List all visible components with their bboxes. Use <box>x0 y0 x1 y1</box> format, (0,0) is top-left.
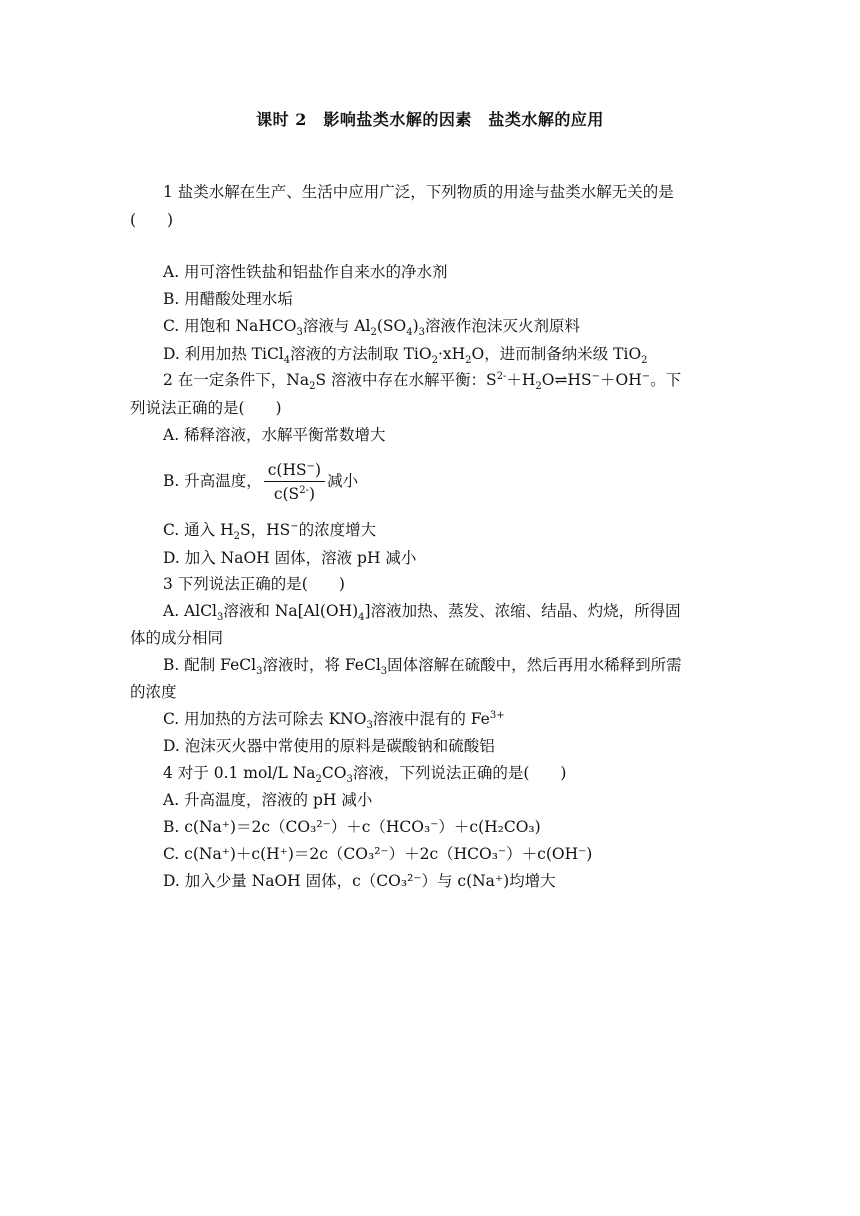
q4-option-b: B. c(Na⁺)＝2c（CO₃²⁻）＋c（HCO₃⁻）＋c(H₂CO₃) <box>163 818 541 836</box>
q2-option-a: A. 稀释溶液，水解平衡常数增大 <box>163 426 386 444</box>
fraction: $\frac{c(HS^-)}{c(S^{2-})}$ <box>264 460 325 504</box>
q2-stem: 2 在一定条件下，$Na_2S$ 溶液中存在水解平衡：$S^{2-}+H_2O\rightleftharpoons HS^-+OH^-$。下 <box>163 370 682 393</box>
q2-option-d: D. 加入 NaOH 固体，溶液 pH 减小 <box>163 549 417 567</box>
q3-option-b: B. 配制 FeCl$_3$溶液时，将 FeCl$_3$固体溶解在硫酸中，然后再用水稀释到所需 <box>163 656 682 678</box>
q1-option-b: B. 用醋酸处理水垢 <box>163 290 293 308</box>
q3-option-d: D. 泡沫灭火器中常使用的原料是碳酸钠和硫酸铝 <box>163 737 495 755</box>
q3-stem: 3 下列说法正确的是( ) <box>163 575 345 593</box>
q4-option-d: D. 加入少量 NaOH 固体，c（CO₃²⁻）与 c(Na⁺)均增大 <box>163 872 556 890</box>
q4-stem: 4 对于 0.1 mol/L $Na_2CO_3$溶液，下列说法正确的是( ) <box>163 764 567 786</box>
q2-option-b: B. 升高温度， $\frac{c(HS^-)}{c(S^{2-})}$ 减小 <box>163 460 359 503</box>
q1-stem: 1 盐类水解在生产、生活中应用广泛，下列物质的用途与盐类水解无关的是 <box>163 183 674 201</box>
q1-option-c: C. 用饱和 NaHCO$_3$溶液与 $Al_2(SO_4)_3$溶液作泡沫灭火剂原料 <box>163 317 581 339</box>
q4-option-c: C. c(Na⁺)＋c(H⁺)＝2c（CO₃²⁻）＋2c（HCO₃⁻）＋c(OH⁻) <box>163 845 593 863</box>
q1-option-a: A. 用可溶性铁盐和铝盐作自来水的净水剂 <box>163 263 448 281</box>
q1-stem-bracket: ( ) <box>130 211 174 229</box>
q3-option-b-cont: 的浓度 <box>130 683 177 701</box>
q1-option-d: D. 利用加热 TiCl$_4$溶液的方法制取 $TiO_2\cdot xH_2O$，进而制备纳米级 TiO$_2$ <box>163 345 648 367</box>
page-title: 课时 2 影响盐类水解的因素 盐类水解的应用 <box>256 110 604 129</box>
q2-option-c: C. 通入 $H_2S$，HS−的浓度增大 <box>163 520 377 543</box>
q3-option-a-cont: 体的成分相同 <box>130 629 224 647</box>
q3-option-a: A. AlCl$_3$溶液和 $Na[Al(OH)_4]$溶液加热、蒸发、浓缩、结晶、灼烧，所得固 <box>163 602 681 624</box>
q3-option-c: C. 用加热的方法可除去 $KNO_3$溶液中混有的 $Fe^{3+}$ <box>163 709 505 732</box>
q4-option-a: A. 升高温度，溶液的 pH 减小 <box>163 791 373 809</box>
q2-stem-cont: 列说法正确的是( ) <box>130 399 282 417</box>
